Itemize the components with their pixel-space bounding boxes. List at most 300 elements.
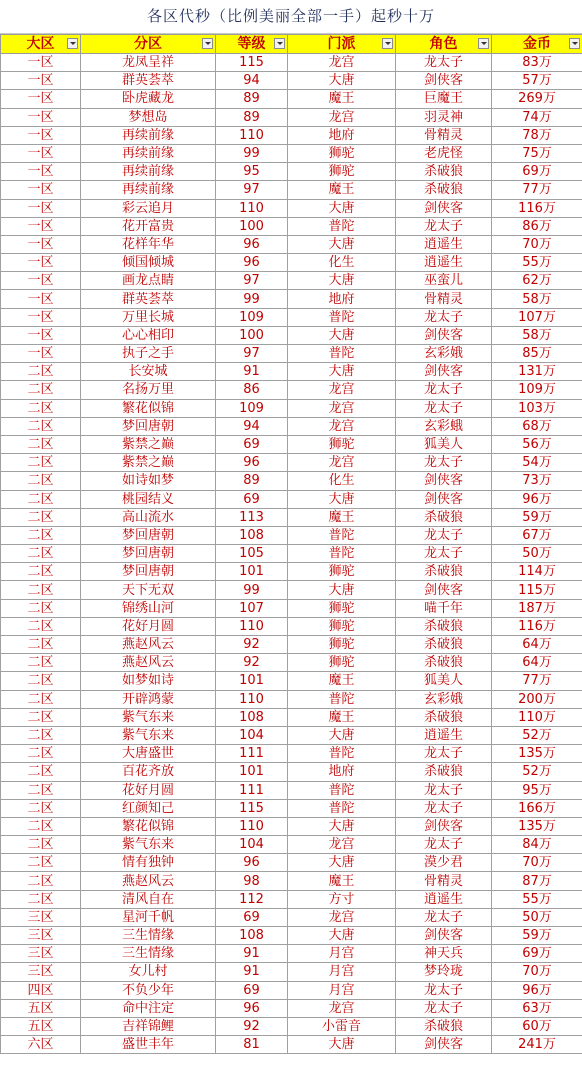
gold-cell[interactable]: 73万	[492, 472, 582, 490]
server-cell[interactable]: 二区	[1, 708, 81, 726]
role-cell[interactable]: 逍遥生	[396, 726, 492, 744]
role-cell[interactable]: 龙太子	[396, 454, 492, 472]
gold-cell[interactable]: 56万	[492, 435, 582, 453]
server-cell[interactable]: 二区	[1, 599, 81, 617]
sect-cell[interactable]: 普陀	[288, 545, 396, 563]
sect-cell[interactable]: 大唐	[288, 326, 396, 344]
server-cell[interactable]: 二区	[1, 381, 81, 399]
gold-cell[interactable]: 86万	[492, 217, 582, 235]
role-cell[interactable]: 龙太子	[396, 836, 492, 854]
level-cell[interactable]: 110	[216, 690, 288, 708]
server-cell[interactable]: 二区	[1, 363, 81, 381]
sect-cell[interactable]: 普陀	[288, 799, 396, 817]
subserver-cell[interactable]: 再续前缘	[81, 163, 216, 181]
gold-cell[interactable]: 62万	[492, 272, 582, 290]
server-cell[interactable]: 三区	[1, 927, 81, 945]
level-cell[interactable]: 69	[216, 490, 288, 508]
server-cell[interactable]: 一区	[1, 199, 81, 217]
gold-cell[interactable]: 166万	[492, 799, 582, 817]
subserver-cell[interactable]: 卧虎藏龙	[81, 90, 216, 108]
sect-cell[interactable]: 普陀	[288, 308, 396, 326]
gold-cell[interactable]: 75万	[492, 144, 582, 162]
level-cell[interactable]: 92	[216, 654, 288, 672]
gold-cell[interactable]: 187万	[492, 599, 582, 617]
level-cell[interactable]: 91	[216, 945, 288, 963]
level-cell[interactable]: 99	[216, 144, 288, 162]
sect-cell[interactable]: 狮驼	[288, 163, 396, 181]
role-cell[interactable]: 漠少君	[396, 854, 492, 872]
role-cell[interactable]: 龙太子	[396, 308, 492, 326]
sect-cell[interactable]: 普陀	[288, 690, 396, 708]
role-cell[interactable]: 杀破狼	[396, 563, 492, 581]
server-cell[interactable]: 一区	[1, 217, 81, 235]
sect-cell[interactable]: 龙宫	[288, 54, 396, 72]
gold-cell[interactable]: 95万	[492, 781, 582, 799]
role-cell[interactable]: 老虎怪	[396, 144, 492, 162]
server-cell[interactable]: 二区	[1, 872, 81, 890]
role-cell[interactable]: 逍遥生	[396, 235, 492, 253]
gold-cell[interactable]: 60万	[492, 1017, 582, 1035]
subserver-cell[interactable]: 梦回唐朝	[81, 545, 216, 563]
subserver-cell[interactable]: 开辟鸿蒙	[81, 690, 216, 708]
sect-cell[interactable]: 狮驼	[288, 563, 396, 581]
role-cell[interactable]: 龙太子	[396, 799, 492, 817]
role-cell[interactable]: 喵千年	[396, 599, 492, 617]
sect-cell[interactable]: 狮驼	[288, 636, 396, 654]
level-cell[interactable]: 110	[216, 199, 288, 217]
role-cell[interactable]: 剑侠客	[396, 363, 492, 381]
level-cell[interactable]: 108	[216, 708, 288, 726]
subserver-cell[interactable]: 三生情缘	[81, 945, 216, 963]
gold-cell[interactable]: 69万	[492, 945, 582, 963]
subserver-cell[interactable]: 梦回唐朝	[81, 526, 216, 544]
server-cell[interactable]: 二区	[1, 563, 81, 581]
subserver-cell[interactable]: 繁花似锦	[81, 817, 216, 835]
gold-cell[interactable]: 116万	[492, 199, 582, 217]
sect-cell[interactable]: 月宫	[288, 981, 396, 999]
server-cell[interactable]: 四区	[1, 981, 81, 999]
subserver-cell[interactable]: 执子之手	[81, 345, 216, 363]
server-cell[interactable]: 一区	[1, 72, 81, 90]
sect-cell[interactable]: 魔王	[288, 672, 396, 690]
server-cell[interactable]: 二区	[1, 490, 81, 508]
sect-cell[interactable]: 大唐	[288, 854, 396, 872]
gold-cell[interactable]: 96万	[492, 490, 582, 508]
level-cell[interactable]: 96	[216, 999, 288, 1017]
server-cell[interactable]: 二区	[1, 690, 81, 708]
sect-cell[interactable]: 大唐	[288, 363, 396, 381]
server-cell[interactable]: 二区	[1, 836, 81, 854]
level-cell[interactable]: 96	[216, 254, 288, 272]
sect-cell[interactable]: 大唐	[288, 272, 396, 290]
server-cell[interactable]: 二区	[1, 417, 81, 435]
role-cell[interactable]: 羽灵神	[396, 108, 492, 126]
level-cell[interactable]: 97	[216, 181, 288, 199]
level-cell[interactable]: 86	[216, 381, 288, 399]
gold-cell[interactable]: 58万	[492, 326, 582, 344]
gold-cell[interactable]: 55万	[492, 890, 582, 908]
subserver-cell[interactable]: 再续前缘	[81, 181, 216, 199]
gold-cell[interactable]: 67万	[492, 526, 582, 544]
server-cell[interactable]: 二区	[1, 617, 81, 635]
level-cell[interactable]: 111	[216, 745, 288, 763]
level-cell[interactable]: 95	[216, 163, 288, 181]
level-cell[interactable]: 115	[216, 799, 288, 817]
subserver-cell[interactable]: 星河千帆	[81, 908, 216, 926]
gold-cell[interactable]: 96万	[492, 981, 582, 999]
server-cell[interactable]: 三区	[1, 963, 81, 981]
level-cell[interactable]: 89	[216, 90, 288, 108]
subserver-cell[interactable]: 紫气东来	[81, 726, 216, 744]
level-cell[interactable]: 112	[216, 890, 288, 908]
role-cell[interactable]: 剑侠客	[396, 326, 492, 344]
gold-cell[interactable]: 107万	[492, 308, 582, 326]
filter-dropdown-icon[interactable]	[67, 38, 78, 49]
level-cell[interactable]: 104	[216, 836, 288, 854]
server-cell[interactable]: 二区	[1, 817, 81, 835]
server-cell[interactable]: 二区	[1, 763, 81, 781]
sect-cell[interactable]: 魔王	[288, 872, 396, 890]
role-cell[interactable]: 龙太子	[396, 981, 492, 999]
sect-cell[interactable]: 地府	[288, 126, 396, 144]
subserver-cell[interactable]: 百花齐放	[81, 763, 216, 781]
subserver-cell[interactable]: 再续前缘	[81, 144, 216, 162]
subserver-cell[interactable]: 群英荟萃	[81, 72, 216, 90]
gold-cell[interactable]: 52万	[492, 763, 582, 781]
level-cell[interactable]: 69	[216, 908, 288, 926]
gold-cell[interactable]: 200万	[492, 690, 582, 708]
level-cell[interactable]: 97	[216, 345, 288, 363]
level-cell[interactable]: 100	[216, 217, 288, 235]
gold-cell[interactable]: 55万	[492, 254, 582, 272]
sect-cell[interactable]: 大唐	[288, 1036, 396, 1054]
server-cell[interactable]: 二区	[1, 526, 81, 544]
role-cell[interactable]: 龙太子	[396, 999, 492, 1017]
role-cell[interactable]: 龙太子	[396, 526, 492, 544]
server-cell[interactable]: 二区	[1, 636, 81, 654]
role-cell[interactable]: 逍遥生	[396, 254, 492, 272]
sect-cell[interactable]: 大唐	[288, 235, 396, 253]
gold-cell[interactable]: 59万	[492, 508, 582, 526]
level-cell[interactable]: 107	[216, 599, 288, 617]
sect-cell[interactable]: 龙宫	[288, 399, 396, 417]
level-cell[interactable]: 97	[216, 272, 288, 290]
server-cell[interactable]: 二区	[1, 799, 81, 817]
role-cell[interactable]: 龙太子	[396, 745, 492, 763]
server-cell[interactable]: 三区	[1, 945, 81, 963]
sect-cell[interactable]: 大唐	[288, 490, 396, 508]
gold-cell[interactable]: 85万	[492, 345, 582, 363]
server-cell[interactable]: 一区	[1, 272, 81, 290]
subserver-cell[interactable]: 花好月圆	[81, 781, 216, 799]
role-cell[interactable]: 杀破狼	[396, 763, 492, 781]
subserver-cell[interactable]: 繁花似锦	[81, 399, 216, 417]
role-cell[interactable]: 逍遥生	[396, 890, 492, 908]
subserver-cell[interactable]: 如诗如梦	[81, 472, 216, 490]
subserver-cell[interactable]: 梦回唐朝	[81, 563, 216, 581]
sect-cell[interactable]: 化生	[288, 254, 396, 272]
gold-cell[interactable]: 54万	[492, 454, 582, 472]
role-cell[interactable]: 狐美人	[396, 672, 492, 690]
server-cell[interactable]: 二区	[1, 454, 81, 472]
sect-cell[interactable]: 地府	[288, 290, 396, 308]
sect-cell[interactable]: 化生	[288, 472, 396, 490]
role-cell[interactable]: 剑侠客	[396, 1036, 492, 1054]
gold-cell[interactable]: 241万	[492, 1036, 582, 1054]
server-cell[interactable]: 二区	[1, 781, 81, 799]
sect-cell[interactable]: 龙宫	[288, 381, 396, 399]
role-cell[interactable]: 杀破狼	[396, 617, 492, 635]
subserver-cell[interactable]: 不负少年	[81, 981, 216, 999]
subserver-cell[interactable]: 锦绣山河	[81, 599, 216, 617]
role-cell[interactable]: 杀破狼	[396, 1017, 492, 1035]
subserver-cell[interactable]: 三生情缘	[81, 927, 216, 945]
role-cell[interactable]: 杀破狼	[396, 654, 492, 672]
role-cell[interactable]: 杀破狼	[396, 508, 492, 526]
subserver-cell[interactable]: 燕赵风云	[81, 636, 216, 654]
sect-cell[interactable]: 大唐	[288, 817, 396, 835]
role-cell[interactable]: 龙太子	[396, 399, 492, 417]
sect-cell[interactable]: 龙宫	[288, 454, 396, 472]
subserver-cell[interactable]: 女儿村	[81, 963, 216, 981]
server-cell[interactable]: 二区	[1, 435, 81, 453]
server-cell[interactable]: 一区	[1, 290, 81, 308]
subserver-cell[interactable]: 吉祥锦鲤	[81, 1017, 216, 1035]
role-cell[interactable]: 龙太子	[396, 908, 492, 926]
sect-cell[interactable]: 狮驼	[288, 599, 396, 617]
sect-cell[interactable]: 大唐	[288, 72, 396, 90]
sect-cell[interactable]: 大唐	[288, 199, 396, 217]
subserver-cell[interactable]: 高山流水	[81, 508, 216, 526]
gold-cell[interactable]: 70万	[492, 235, 582, 253]
server-cell[interactable]: 六区	[1, 1036, 81, 1054]
level-cell[interactable]: 69	[216, 435, 288, 453]
role-cell[interactable]: 龙太子	[396, 54, 492, 72]
role-cell[interactable]: 龙太子	[396, 781, 492, 799]
subserver-cell[interactable]: 画龙点睛	[81, 272, 216, 290]
level-cell[interactable]: 110	[216, 617, 288, 635]
server-cell[interactable]: 一区	[1, 163, 81, 181]
sect-cell[interactable]: 小雷音	[288, 1017, 396, 1035]
filter-dropdown-icon[interactable]	[274, 38, 285, 49]
sect-cell[interactable]: 大唐	[288, 581, 396, 599]
role-cell[interactable]: 龙太子	[396, 381, 492, 399]
sect-cell[interactable]: 普陀	[288, 526, 396, 544]
subserver-cell[interactable]: 花好月圆	[81, 617, 216, 635]
gold-cell[interactable]: 110万	[492, 708, 582, 726]
level-cell[interactable]: 91	[216, 363, 288, 381]
role-cell[interactable]: 杀破狼	[396, 181, 492, 199]
role-cell[interactable]: 龙太子	[396, 545, 492, 563]
level-cell[interactable]: 108	[216, 927, 288, 945]
role-cell[interactable]: 杀破狼	[396, 636, 492, 654]
role-cell[interactable]: 杀破狼	[396, 163, 492, 181]
level-cell[interactable]: 113	[216, 508, 288, 526]
sect-cell[interactable]: 普陀	[288, 781, 396, 799]
server-cell[interactable]: 一区	[1, 345, 81, 363]
server-cell[interactable]: 一区	[1, 126, 81, 144]
server-cell[interactable]: 二区	[1, 581, 81, 599]
level-cell[interactable]: 89	[216, 472, 288, 490]
server-cell[interactable]: 二区	[1, 726, 81, 744]
level-cell[interactable]: 92	[216, 1017, 288, 1035]
level-cell[interactable]: 99	[216, 290, 288, 308]
level-cell[interactable]: 108	[216, 526, 288, 544]
level-cell[interactable]: 109	[216, 399, 288, 417]
sect-cell[interactable]: 狮驼	[288, 144, 396, 162]
level-cell[interactable]: 69	[216, 981, 288, 999]
level-cell[interactable]: 94	[216, 417, 288, 435]
role-cell[interactable]: 剑侠客	[396, 581, 492, 599]
gold-cell[interactable]: 58万	[492, 290, 582, 308]
sect-cell[interactable]: 龙宫	[288, 836, 396, 854]
sect-cell[interactable]: 狮驼	[288, 617, 396, 635]
sect-cell[interactable]: 龙宫	[288, 999, 396, 1017]
server-cell[interactable]: 一区	[1, 181, 81, 199]
level-cell[interactable]: 101	[216, 563, 288, 581]
gold-cell[interactable]: 50万	[492, 908, 582, 926]
role-cell[interactable]: 龙太子	[396, 217, 492, 235]
subserver-cell[interactable]: 龙凤呈祥	[81, 54, 216, 72]
subserver-cell[interactable]: 清风自在	[81, 890, 216, 908]
sect-cell[interactable]: 龙宫	[288, 417, 396, 435]
sect-cell[interactable]: 狮驼	[288, 435, 396, 453]
subserver-cell[interactable]: 名扬万里	[81, 381, 216, 399]
subserver-cell[interactable]: 情有独钟	[81, 854, 216, 872]
role-cell[interactable]: 剑侠客	[396, 72, 492, 90]
server-cell[interactable]: 二区	[1, 672, 81, 690]
level-cell[interactable]: 105	[216, 545, 288, 563]
gold-cell[interactable]: 63万	[492, 999, 582, 1017]
server-cell[interactable]: 一区	[1, 108, 81, 126]
filter-dropdown-icon[interactable]	[202, 38, 213, 49]
sect-cell[interactable]: 普陀	[288, 217, 396, 235]
subserver-cell[interactable]: 如梦如诗	[81, 672, 216, 690]
level-cell[interactable]: 104	[216, 726, 288, 744]
gold-cell[interactable]: 77万	[492, 181, 582, 199]
server-cell[interactable]: 二区	[1, 654, 81, 672]
sect-cell[interactable]: 魔王	[288, 508, 396, 526]
gold-cell[interactable]: 64万	[492, 636, 582, 654]
subserver-cell[interactable]: 群英荟萃	[81, 290, 216, 308]
subserver-cell[interactable]: 紫禁之巅	[81, 435, 216, 453]
role-cell[interactable]: 剑侠客	[396, 490, 492, 508]
server-cell[interactable]: 二区	[1, 545, 81, 563]
server-cell[interactable]: 五区	[1, 1017, 81, 1035]
level-cell[interactable]: 81	[216, 1036, 288, 1054]
level-cell[interactable]: 109	[216, 308, 288, 326]
role-cell[interactable]: 杀破狼	[396, 708, 492, 726]
gold-cell[interactable]: 68万	[492, 417, 582, 435]
subserver-cell[interactable]: 彩云追月	[81, 199, 216, 217]
sect-cell[interactable]: 魔王	[288, 708, 396, 726]
gold-cell[interactable]: 103万	[492, 399, 582, 417]
gold-cell[interactable]: 109万	[492, 381, 582, 399]
sect-cell[interactable]: 月宫	[288, 963, 396, 981]
gold-cell[interactable]: 69万	[492, 163, 582, 181]
level-cell[interactable]: 91	[216, 963, 288, 981]
level-cell[interactable]: 92	[216, 636, 288, 654]
server-cell[interactable]: 三区	[1, 908, 81, 926]
server-cell[interactable]: 二区	[1, 472, 81, 490]
level-cell[interactable]: 110	[216, 126, 288, 144]
subserver-cell[interactable]: 紫气东来	[81, 708, 216, 726]
level-cell[interactable]: 96	[216, 454, 288, 472]
level-cell[interactable]: 101	[216, 672, 288, 690]
level-cell[interactable]: 94	[216, 72, 288, 90]
subserver-cell[interactable]: 紫气东来	[81, 836, 216, 854]
subserver-cell[interactable]: 红颜知己	[81, 799, 216, 817]
gold-cell[interactable]: 57万	[492, 72, 582, 90]
level-cell[interactable]: 96	[216, 854, 288, 872]
level-cell[interactable]: 115	[216, 54, 288, 72]
gold-cell[interactable]: 135万	[492, 745, 582, 763]
role-cell[interactable]: 巨魔王	[396, 90, 492, 108]
level-cell[interactable]: 89	[216, 108, 288, 126]
level-cell[interactable]: 111	[216, 781, 288, 799]
sect-cell[interactable]: 地府	[288, 763, 396, 781]
role-cell[interactable]: 玄彩娥	[396, 690, 492, 708]
sect-cell[interactable]: 魔王	[288, 90, 396, 108]
role-cell[interactable]: 剑侠客	[396, 472, 492, 490]
role-cell[interactable]: 剑侠客	[396, 817, 492, 835]
subserver-cell[interactable]: 命中注定	[81, 999, 216, 1017]
gold-cell[interactable]: 84万	[492, 836, 582, 854]
gold-cell[interactable]: 50万	[492, 545, 582, 563]
level-cell[interactable]: 110	[216, 817, 288, 835]
subserver-cell[interactable]: 倾国倾城	[81, 254, 216, 272]
gold-cell[interactable]: 77万	[492, 672, 582, 690]
gold-cell[interactable]: 74万	[492, 108, 582, 126]
gold-cell[interactable]: 83万	[492, 54, 582, 72]
filter-dropdown-icon[interactable]	[569, 38, 580, 49]
gold-cell[interactable]: 64万	[492, 654, 582, 672]
subserver-cell[interactable]: 万里长城	[81, 308, 216, 326]
subserver-cell[interactable]: 花开富贵	[81, 217, 216, 235]
role-cell[interactable]: 剑侠客	[396, 927, 492, 945]
gold-cell[interactable]: 115万	[492, 581, 582, 599]
filter-dropdown-icon[interactable]	[478, 38, 489, 49]
gold-cell[interactable]: 70万	[492, 854, 582, 872]
gold-cell[interactable]: 116万	[492, 617, 582, 635]
level-cell[interactable]: 100	[216, 326, 288, 344]
subserver-cell[interactable]: 心心相印	[81, 326, 216, 344]
server-cell[interactable]: 一区	[1, 90, 81, 108]
gold-cell[interactable]: 135万	[492, 817, 582, 835]
server-cell[interactable]: 一区	[1, 308, 81, 326]
server-cell[interactable]: 二区	[1, 399, 81, 417]
server-cell[interactable]: 一区	[1, 144, 81, 162]
server-cell[interactable]: 一区	[1, 254, 81, 272]
role-cell[interactable]: 剑侠客	[396, 199, 492, 217]
sect-cell[interactable]: 大唐	[288, 927, 396, 945]
subserver-cell[interactable]: 梦想岛	[81, 108, 216, 126]
subserver-cell[interactable]: 长安城	[81, 363, 216, 381]
filter-dropdown-icon[interactable]	[382, 38, 393, 49]
role-cell[interactable]: 梦玲珑	[396, 963, 492, 981]
subserver-cell[interactable]: 桃园结义	[81, 490, 216, 508]
server-cell[interactable]: 一区	[1, 235, 81, 253]
gold-cell[interactable]: 87万	[492, 872, 582, 890]
subserver-cell[interactable]: 盛世丰年	[81, 1036, 216, 1054]
subserver-cell[interactable]: 燕赵风云	[81, 654, 216, 672]
subserver-cell[interactable]: 紫禁之巅	[81, 454, 216, 472]
role-cell[interactable]: 狐美人	[396, 435, 492, 453]
subserver-cell[interactable]: 花样年华	[81, 235, 216, 253]
role-cell[interactable]: 神天兵	[396, 945, 492, 963]
server-cell[interactable]: 一区	[1, 54, 81, 72]
sect-cell[interactable]: 普陀	[288, 745, 396, 763]
